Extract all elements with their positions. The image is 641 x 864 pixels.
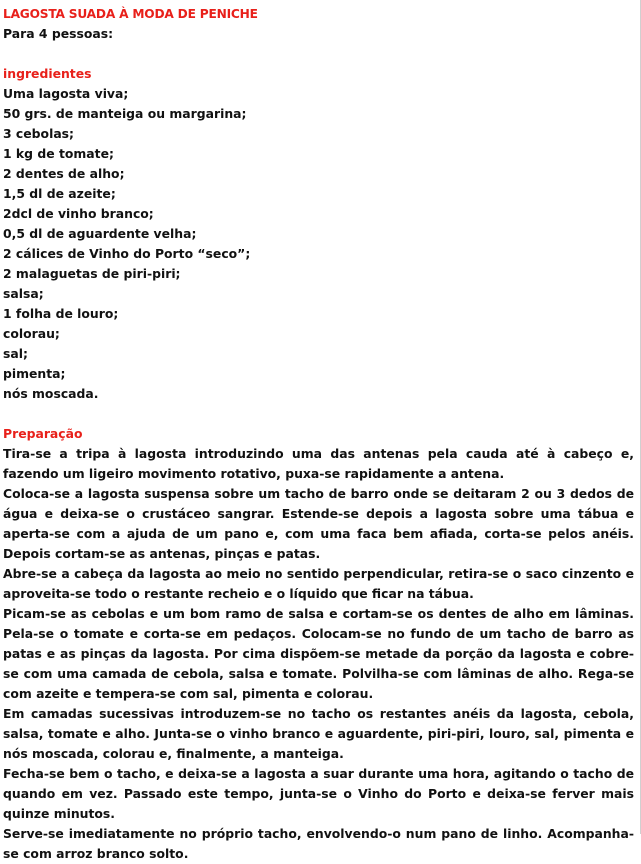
- ingredient-item: salsa;: [3, 286, 44, 301]
- preparation-step: Em camadas sucessivas introduzem-se no tacho os restantes anéis da lagosta, cebola, salsa, tomate e alho. Junta-se o vinho branco e aguardente, piri-piri, louro, sal, pimenta e nós moscada, colorau e, finalmente, a manteiga.: [3, 706, 634, 761]
- preparation-step: Picam-se as cebolas e um bom ramo de salsa e cortam-se os dentes de alho em lâminas. Pela-se o tomate e corta-se em pedaços. Colocam-se no fundo de um tacho de barro as patas e as pinças da lagosta. Por cima dispõem-se metade da porção da lagosta e cobre-se com uma camada de cebola, salsa e tomate. Polvilha-se com lâminas de alho. Rega-se com azeite e tempera-se com sal, pimenta e colorau.: [3, 606, 634, 701]
- ingredients-heading: ingredientes: [3, 66, 92, 81]
- preparation-step: Tira-se a tripa à lagosta introduzindo uma das antenas pela cauda até à cabeço e, fazendo um ligeiro movimento rotativo, puxa-se rapidamente a antena.: [3, 446, 634, 481]
- ingredient-item: sal;: [3, 346, 28, 361]
- ingredient-item: 3 cebolas;: [3, 126, 75, 141]
- ingredient-item: Uma lagosta viva;: [3, 86, 129, 101]
- ingredient-item: 1,5 dl de azeite;: [3, 186, 116, 201]
- ingredient-item: pimenta;: [3, 366, 66, 381]
- spacer: [3, 404, 634, 424]
- ingredient-item: 50 grs. de manteiga ou margarina;: [3, 106, 247, 121]
- ingredient-item: 1 folha de louro;: [3, 306, 119, 321]
- preparation-heading: Preparação: [3, 426, 83, 441]
- ingredient-item: 2 dentes de alho;: [3, 166, 125, 181]
- recipe-title: LAGOSTA SUADA À MODA DE PENICHE: [3, 7, 258, 21]
- preparation-step: Serve-se imediatamente no próprio tacho, envolvendo-o num pano de linho. Acompanha-se com arroz branco solto.: [3, 826, 634, 861]
- preparation-step: Coloca-se a lagosta suspensa sobre um tacho de barro onde se deitaram 2 ou 3 dedos de água e deixa-se o crustáceo sangrar. Estende-se depois a lagosta sobre uma tábua e aperta-se com a ajuda de um pano e, com uma faca bem afiada, corta-se pelos anéis. Depois cortam-se as antenas, pinças e patas.: [3, 486, 634, 561]
- ingredient-item: nós moscada.: [3, 386, 99, 401]
- ingredient-item: 2 cálices de Vinho do Porto “seco”;: [3, 246, 251, 261]
- ingredient-item: 0,5 dl de aguardente velha;: [3, 226, 197, 241]
- ingredients-list: [3, 84, 634, 404]
- spacer: [3, 44, 634, 64]
- servings-text: Para 4 pessoas:: [3, 26, 114, 41]
- ingredient-item: 2 malaguetas de piri-piri;: [3, 266, 181, 281]
- ingredient-item: colorau;: [3, 326, 60, 341]
- preparation-step: Fecha-se bem o tacho, e deixa-se a lagosta a suar durante uma hora, agitando o tacho de quando em vez. Passado este tempo, junta-se o Vinho do Porto e deixa-se ferver mais quinze minutos.: [3, 766, 634, 821]
- ingredient-item: 2dcl de vinho branco;: [3, 206, 154, 221]
- ingredient-item: 1 kg de tomate;: [3, 146, 114, 161]
- preparation-step: Abre-se a cabeça da lagosta ao meio no sentido perpendicular, retira-se o saco cinzento e aproveita-se todo o restante recheio e o líquido que ficar na tábua.: [3, 566, 634, 601]
